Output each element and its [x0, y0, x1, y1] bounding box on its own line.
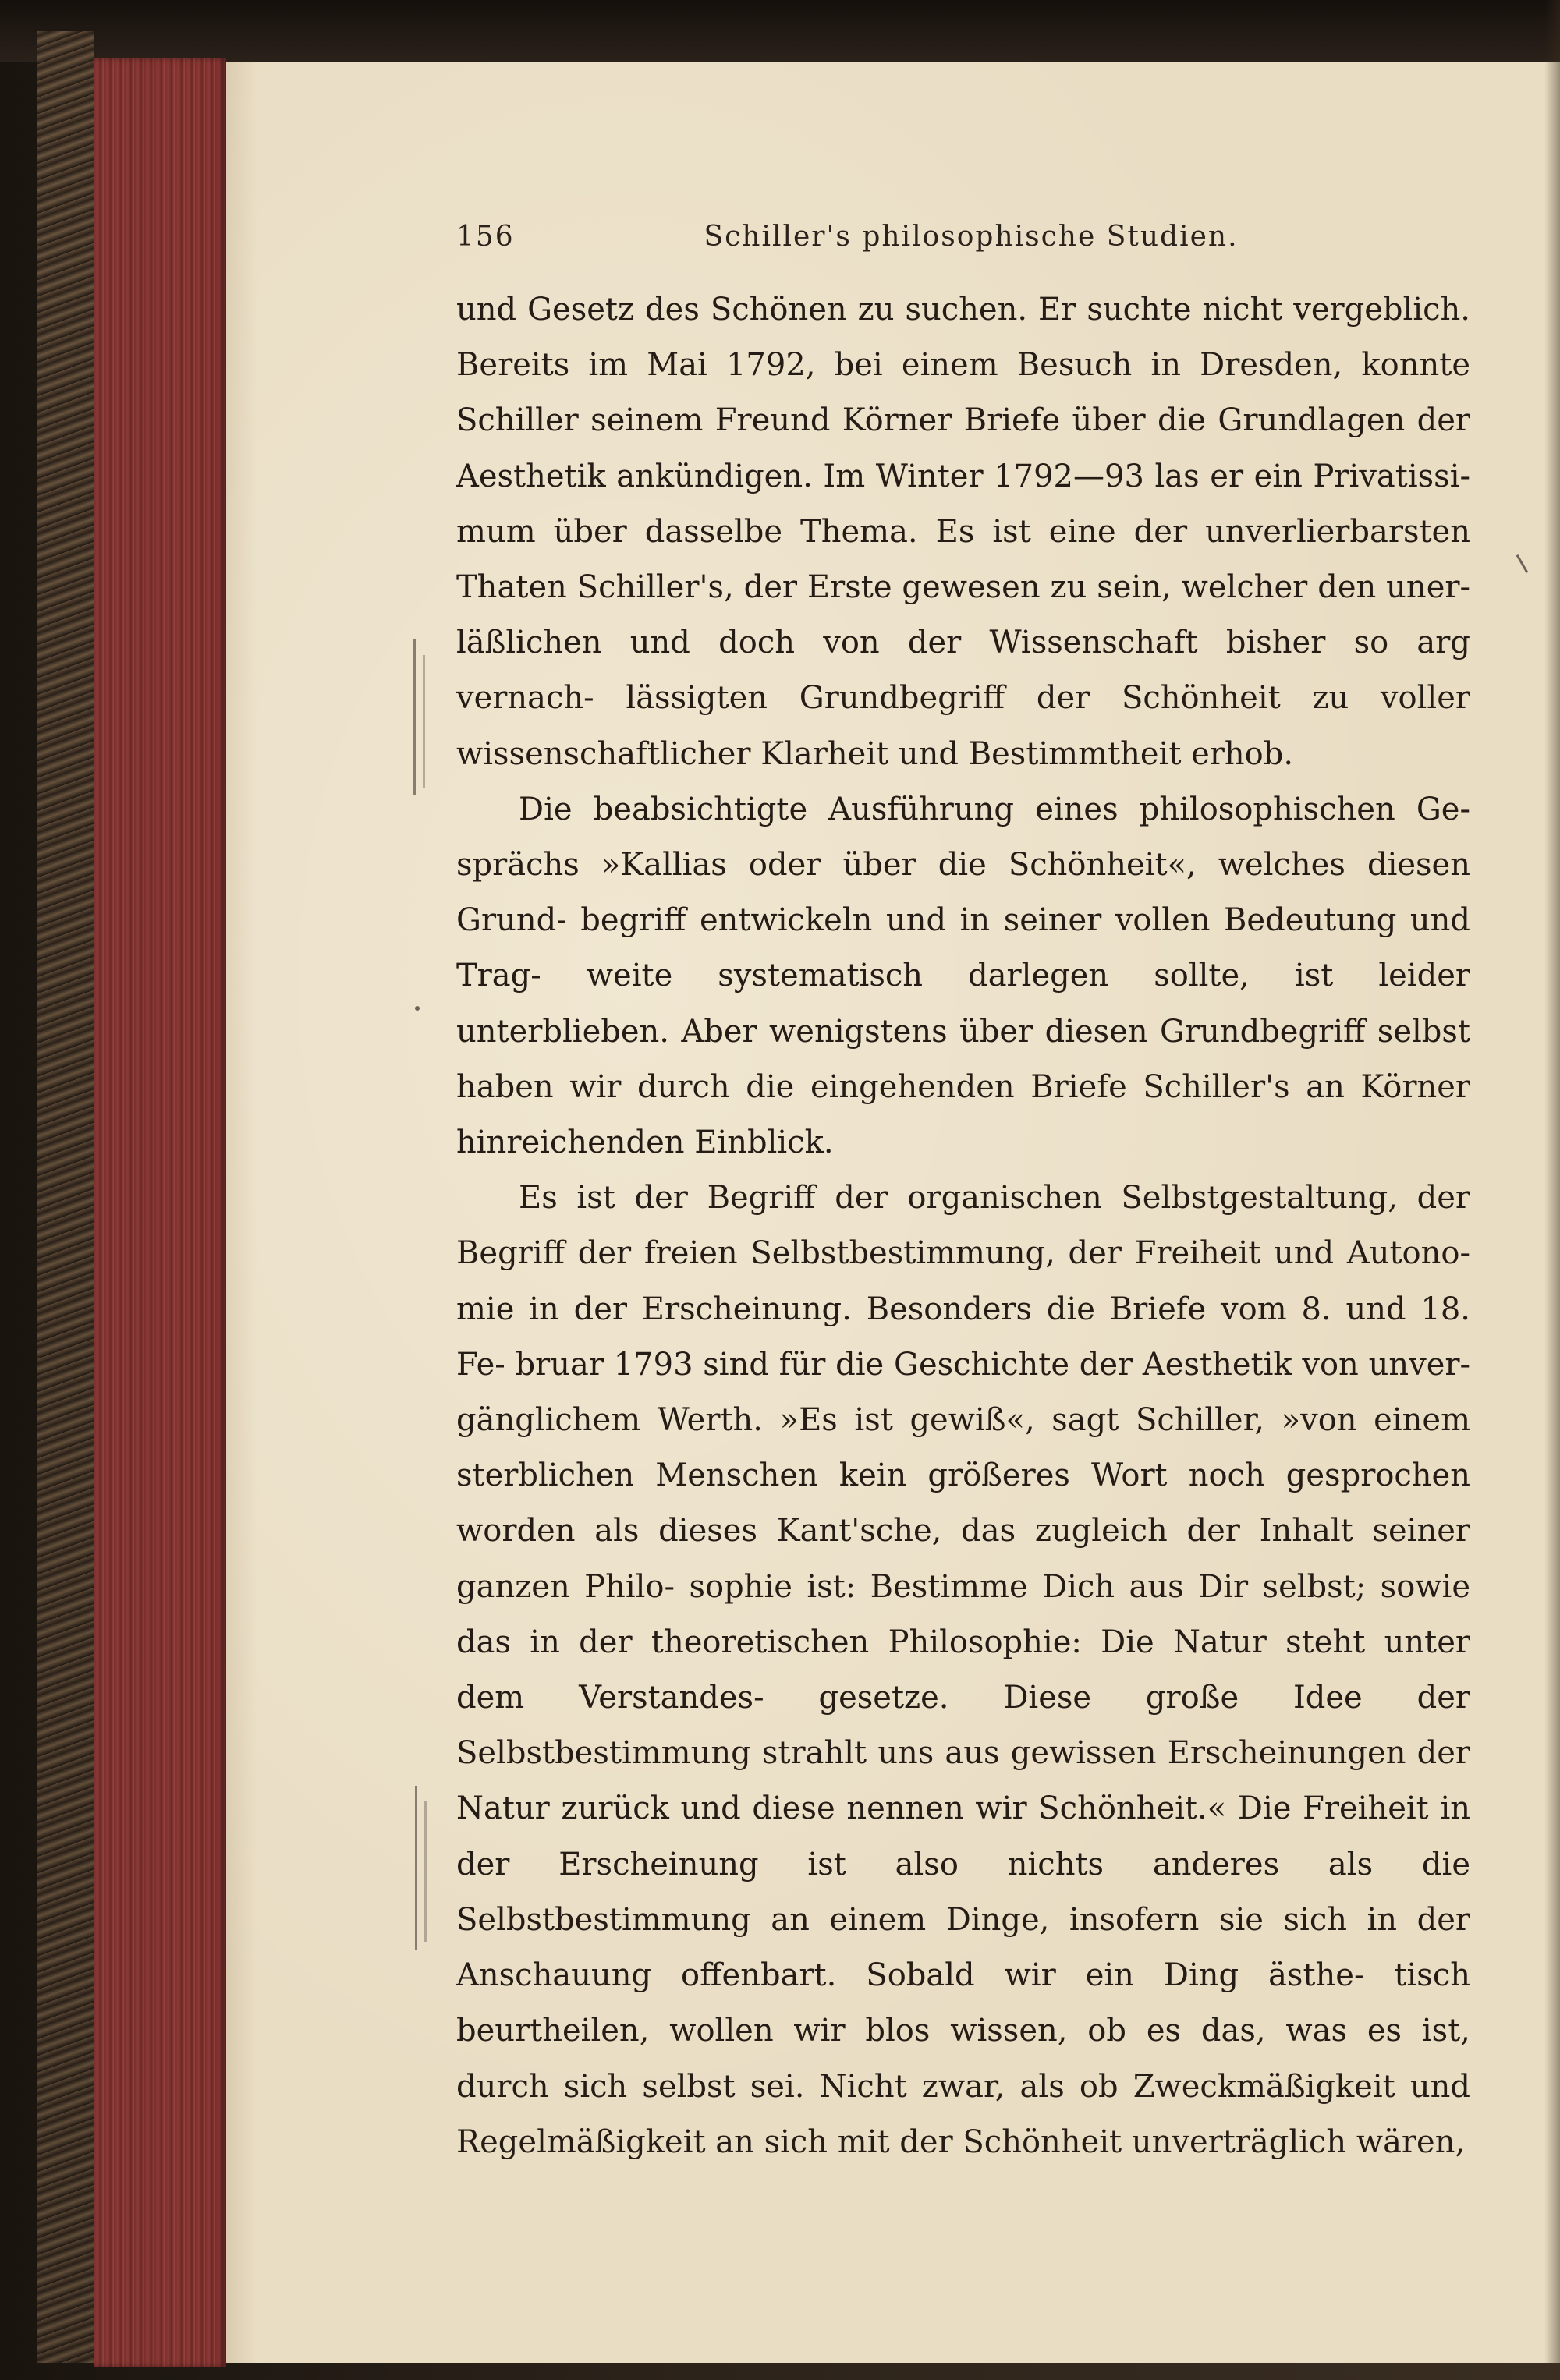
paragraph-2: Die beabsichtigte Ausführung eines philosophischen Ge- sprächs »Kallias oder über die Schönheit«, welches diesen Grund- begriff entwickeln und in seiner vollen Bedeutung und Trag- weite systematisch darlegen sollte, ist leider unterblieben. Aber wenigstens über diesen Grundbegriff selbst haben wir durch die eingehenden Briefe Schiller's an Körner hinreichenden Einblick.	[456, 791, 1470, 1161]
page-stack-edge	[94, 58, 226, 2367]
scan-right-edge	[1544, 0, 1560, 2380]
running-head: Schiller's philosophische Studien.	[704, 221, 1239, 253]
scan-top-edge	[0, 0, 1560, 62]
pencil-margin-mark	[415, 1786, 417, 1950]
pencil-margin-mark	[413, 639, 416, 795]
marbled-page-edge	[37, 31, 94, 2363]
page-number: 156	[456, 221, 515, 253]
paragraph-3: Es ist der Begriff der organischen Selbstgestaltung, der Begriff der freien Selbstbestimmung, der Freiheit und Autono- mie in der Erscheinung. Besonders die Briefe vom 8. und 18. Fe- bruar 1793 sind für die Geschichte der Aesthetik von unver- gänglichem Werth. »Es ist gewiß«, sagt Schiller, »von einem sterblichen Menschen kein größeres Wort noch gesprochen worden als dieses Kant'sche, das zugleich der Inhalt seiner ganzen Philo- sophie ist: Bestimme Dich aus Dir selbst; sowie das in der theoretischen Philosophie: Die Natur steht unter dem Verstandes- gesetze. Diese große Idee der Selbstbestimmung strahlt uns aus gewissen Erscheinungen der Natur zurück und diese nennen wir Schönheit.« Die Freiheit in der Erscheinung ist also nichts anderes als die Selbstbestimmung an einem Dinge, insofern sie sich in der Anschauung offenbart. Sobald wir ein Ding ästhe- tisch beurtheilen, wollen wir blos wissen, ob es das, was es ist, durch sich selbst sei. Nicht zwar, als ob Zweckmäßigkeit und Regelmäßigkeit an sich mit der Schönheit unverträglich wären,	[456, 1180, 1470, 2160]
page-header	[456, 221, 1470, 260]
pencil-margin-mark	[423, 655, 425, 788]
body-text	[456, 282, 1470, 2170]
paragraph-1: und Gesetz des Schönen zu suchen. Er suchte nicht vergeblich. Bereits im Mai 1792, bei einem Besuch in Dresden, konnte Schiller seinem Freund Körner Briefe über die Grundlagen der Aesthetik ankündigen. Im Winter 1792—93 las er ein Privatissi- mum über dasselbe Thema. Es ist eine der unverlierbarsten Thaten Schiller's, der Erste gewesen zu sein, welcher den uner- läßlichen und doch von der Wissenschaft bisher so arg vernach- lässigten Grundbegriff der Schönheit zu voller wissenschaftlicher Klarheit und Bestimmtheit erhob.	[456, 292, 1470, 772]
pencil-margin-mark	[424, 1801, 427, 1942]
pencil-dot	[415, 1006, 420, 1011]
